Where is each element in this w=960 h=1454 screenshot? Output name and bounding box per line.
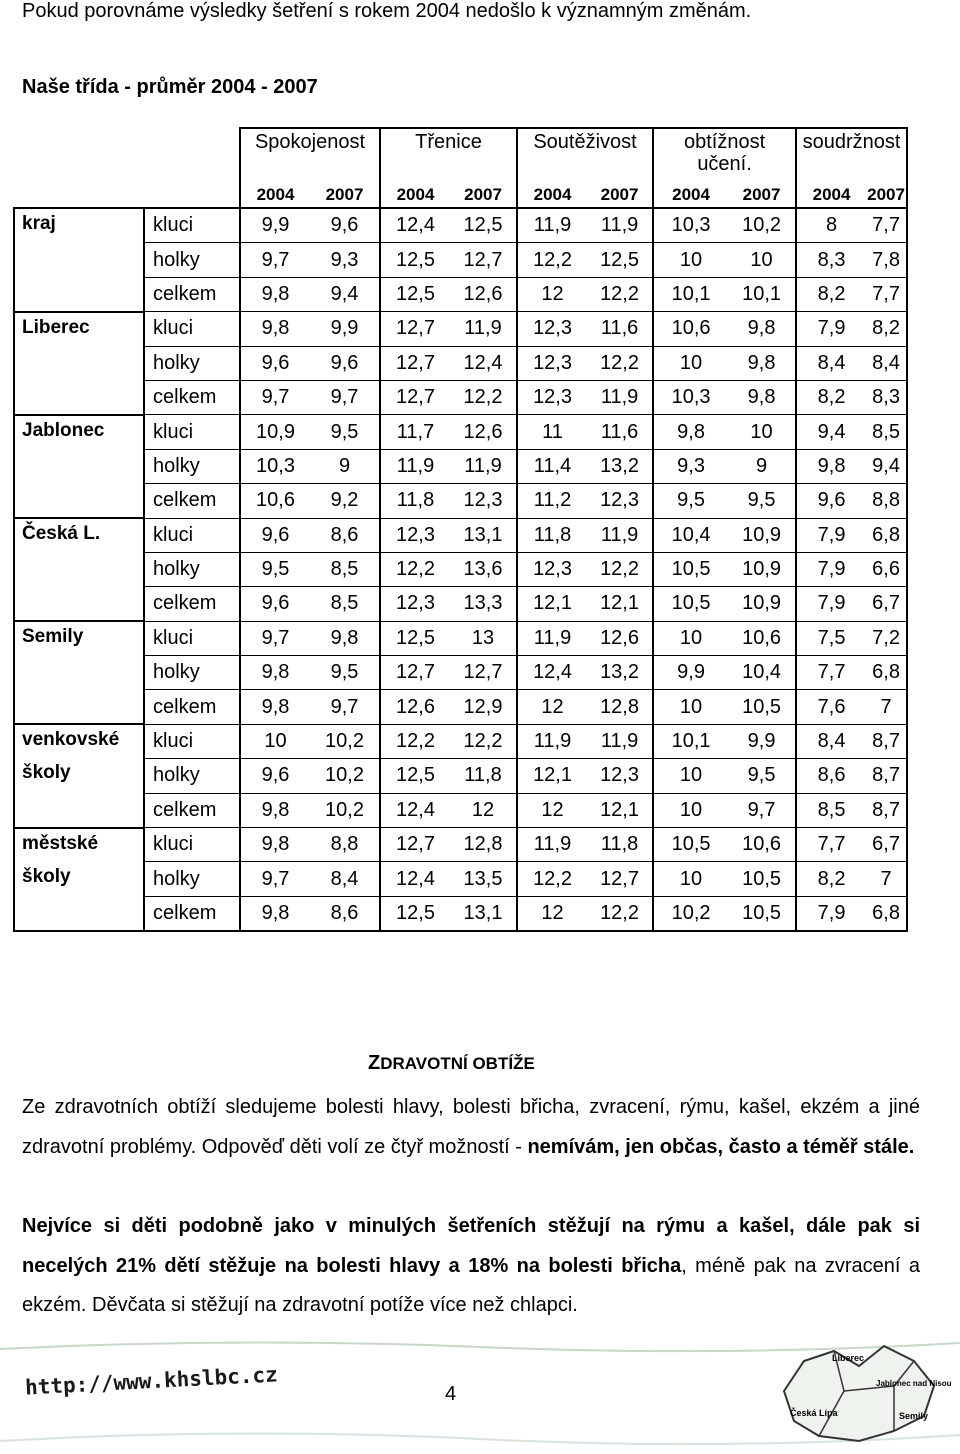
value-cell: 8,2 (796, 862, 866, 896)
value-cell: 10,2 (310, 724, 380, 758)
value-cell: 9,6 (310, 346, 380, 380)
value-cell: 9 (310, 449, 380, 483)
table-row (14, 656, 907, 690)
value-cell: 13,3 (450, 587, 517, 621)
value-cell: 10,1 (653, 724, 728, 758)
value-cell: 12,6 (380, 690, 450, 724)
value-cell: 12,7 (380, 312, 450, 346)
region-map-icon (764, 1331, 954, 1451)
value-cell: 10 (653, 621, 728, 655)
value-cell: 11,9 (517, 208, 587, 243)
section-subtitle: Naše třída - průměr 2004 - 2007 (22, 76, 318, 98)
value-cell: 10 (728, 243, 796, 277)
group-label: kluci (144, 415, 240, 449)
year-header: 2004 (653, 175, 728, 208)
value-cell: 12 (450, 793, 517, 827)
group-label: kluci (144, 724, 240, 758)
value-cell: 13,2 (587, 449, 653, 483)
value-cell: 7,9 (796, 896, 866, 931)
value-cell: 7 (866, 862, 907, 896)
value-cell: 10,2 (310, 793, 380, 827)
value-cell: 9,7 (240, 380, 310, 414)
value-cell: 12,5 (380, 277, 450, 311)
group-label: celkem (144, 380, 240, 414)
value-cell: 11,8 (587, 828, 653, 862)
value-cell: 6,7 (866, 828, 907, 862)
value-cell: 8,4 (796, 724, 866, 758)
value-cell: 12,3 (517, 312, 587, 346)
value-cell: 12,6 (587, 621, 653, 655)
group-label: holky (144, 346, 240, 380)
value-cell: 9,7 (310, 690, 380, 724)
value-cell: 12,2 (587, 896, 653, 931)
group-label: celkem (144, 587, 240, 621)
value-cell: 10,9 (728, 518, 796, 552)
value-cell: 11,8 (517, 518, 587, 552)
value-cell: 9,2 (310, 484, 380, 518)
table-row (14, 552, 907, 586)
value-cell: 10,4 (653, 518, 728, 552)
value-cell: 10,3 (653, 208, 728, 243)
value-cell: 7,9 (796, 552, 866, 586)
value-cell: 12,7 (450, 656, 517, 690)
value-cell: 9,7 (310, 380, 380, 414)
value-cell: 12,6 (450, 415, 517, 449)
value-cell: 12,7 (380, 380, 450, 414)
value-cell: 10,2 (728, 208, 796, 243)
category-header-row (14, 128, 907, 175)
group-label: holky (144, 449, 240, 483)
value-cell: 12,7 (587, 862, 653, 896)
value-cell: 12,7 (380, 346, 450, 380)
value-cell: 12,3 (380, 587, 450, 621)
value-cell: 10,9 (240, 415, 310, 449)
value-cell: 10 (653, 346, 728, 380)
value-cell: 7,8 (866, 243, 907, 277)
value-cell: 13 (450, 621, 517, 655)
value-cell: 10,3 (653, 380, 728, 414)
value-cell: 11,8 (450, 759, 517, 793)
value-cell: 12 (517, 896, 587, 931)
value-cell: 12,7 (450, 243, 517, 277)
value-cell: 9,9 (310, 312, 380, 346)
paragraph-health-results: Nejvíce si děti podobně jako v minulých šetřeních stěžují na rýmu a kašel, dále pak si necelých 21% dětí stěžuje na bolesti hlavy a 18% na bolesti břicha, méně pak na zvracení a ekzém. Děvčata si stěžují na zdravotní potíže více než chlapci. (22, 1215, 920, 1316)
value-cell: 8,4 (796, 346, 866, 380)
value-cell: 10 (653, 862, 728, 896)
value-cell: 9,8 (240, 277, 310, 311)
value-cell: 10,2 (310, 759, 380, 793)
value-cell: 6,6 (866, 552, 907, 586)
value-cell: 9 (728, 449, 796, 483)
group-label: celkem (144, 896, 240, 931)
value-cell: 8,6 (796, 759, 866, 793)
value-cell: 9,8 (240, 896, 310, 931)
value-cell: 12,1 (517, 759, 587, 793)
value-cell: 12,2 (587, 277, 653, 311)
category-header: Spokojenost (240, 128, 380, 175)
value-cell: 9,8 (728, 312, 796, 346)
value-cell: 9,5 (240, 552, 310, 586)
map-label-semily: Semily (899, 1411, 929, 1421)
group-label: kluci (144, 828, 240, 862)
value-cell: 13,2 (587, 656, 653, 690)
value-cell: 12,1 (517, 587, 587, 621)
value-cell: 10 (653, 690, 728, 724)
value-cell: 6,8 (866, 656, 907, 690)
map-label-ceska-lipa: Česká Lípa (790, 1408, 838, 1418)
value-cell: 6,8 (866, 896, 907, 931)
table-row (14, 277, 907, 311)
value-cell: 12,1 (587, 587, 653, 621)
value-cell: 9,5 (728, 484, 796, 518)
website-link[interactable]: http://www.khslbc.cz (24, 1362, 279, 1400)
value-cell: 9,3 (653, 449, 728, 483)
value-cell: 12,6 (450, 277, 517, 311)
region-label: městské školy (14, 828, 144, 932)
group-label: kluci (144, 208, 240, 243)
value-cell: 8,2 (796, 277, 866, 311)
value-cell: 7,7 (866, 277, 907, 311)
value-cell: 12,2 (450, 380, 517, 414)
year-header: 2004 (796, 175, 866, 208)
value-cell: 10,3 (240, 449, 310, 483)
year-header-row (14, 175, 907, 208)
value-cell: 12,2 (587, 552, 653, 586)
value-cell: 8,5 (310, 587, 380, 621)
results-table (13, 127, 908, 932)
value-cell: 12,5 (380, 896, 450, 931)
value-cell: 7,7 (796, 828, 866, 862)
value-cell: 12,2 (380, 552, 450, 586)
table-row (14, 243, 907, 277)
value-cell: 10,6 (240, 484, 310, 518)
value-cell: 10,5 (728, 896, 796, 931)
value-cell: 11,9 (587, 518, 653, 552)
value-cell: 11,9 (380, 449, 450, 483)
value-cell: 9,8 (240, 690, 310, 724)
category-header: Třenice (380, 128, 517, 175)
table-row (14, 415, 907, 449)
category-header: Soutěživost (517, 128, 653, 175)
value-cell: 9,4 (866, 449, 907, 483)
page-footer (0, 1331, 960, 1454)
value-cell: 7,9 (796, 587, 866, 621)
value-cell: 8,2 (796, 380, 866, 414)
value-cell: 7 (866, 690, 907, 724)
value-cell: 12,3 (517, 552, 587, 586)
value-cell: 9,7 (240, 243, 310, 277)
value-cell: 12 (517, 793, 587, 827)
value-cell: 9,6 (240, 346, 310, 380)
region-label: venkovské školy (14, 724, 144, 827)
value-cell: 7,9 (796, 518, 866, 552)
value-cell: 9,8 (310, 621, 380, 655)
value-cell: 9,8 (240, 656, 310, 690)
value-cell: 12,4 (450, 346, 517, 380)
table-row (14, 896, 907, 931)
value-cell: 10,5 (728, 862, 796, 896)
value-cell: 9,6 (240, 518, 310, 552)
year-header: 2004 (380, 175, 450, 208)
value-cell: 13,1 (450, 518, 517, 552)
value-cell: 8,4 (866, 346, 907, 380)
value-cell: 11,9 (450, 312, 517, 346)
value-cell: 12,7 (380, 656, 450, 690)
value-cell: 12,8 (587, 690, 653, 724)
value-cell: 11,9 (587, 724, 653, 758)
value-cell: 11 (517, 415, 587, 449)
value-cell: 9,3 (310, 243, 380, 277)
group-label: holky (144, 862, 240, 896)
value-cell: 11,9 (517, 621, 587, 655)
value-cell: 10,5 (653, 587, 728, 621)
value-cell: 8,6 (310, 518, 380, 552)
value-cell: 9,5 (310, 415, 380, 449)
table-row (14, 793, 907, 827)
value-cell: 8,6 (310, 896, 380, 931)
value-cell: 10,6 (728, 621, 796, 655)
value-cell: 9,4 (310, 277, 380, 311)
region-label: Česká L. (14, 518, 144, 621)
value-cell: 12,3 (587, 484, 653, 518)
value-cell: 9,8 (728, 380, 796, 414)
value-cell: 9,8 (240, 312, 310, 346)
value-cell: 6,8 (866, 518, 907, 552)
value-cell: 9,5 (728, 759, 796, 793)
year-header: 2007 (450, 175, 517, 208)
table-row (14, 346, 907, 380)
map-label-liberec: Liberec (832, 1353, 865, 1363)
value-cell: 10,1 (728, 277, 796, 311)
value-cell: 12,5 (380, 759, 450, 793)
value-cell: 12,3 (587, 759, 653, 793)
table-row (14, 621, 907, 655)
value-cell: 12,3 (450, 484, 517, 518)
value-cell: 7,7 (796, 656, 866, 690)
value-cell: 9,6 (240, 759, 310, 793)
group-label: kluci (144, 621, 240, 655)
value-cell: 7,6 (796, 690, 866, 724)
table-row (14, 449, 907, 483)
value-cell: 11,9 (587, 208, 653, 243)
value-cell: 10,9 (728, 552, 796, 586)
value-cell: 12,3 (517, 346, 587, 380)
value-cell: 9,8 (653, 415, 728, 449)
group-label: celkem (144, 277, 240, 311)
value-cell: 12 (517, 690, 587, 724)
value-cell: 12,4 (380, 208, 450, 243)
group-label: celkem (144, 793, 240, 827)
value-cell: 8,2 (866, 312, 907, 346)
category-header: obtížnost učení. (653, 128, 796, 175)
value-cell: 8,4 (310, 862, 380, 896)
value-cell: 7,9 (796, 312, 866, 346)
value-cell: 8,3 (866, 380, 907, 414)
value-cell: 12,7 (380, 828, 450, 862)
value-cell: 9,5 (653, 484, 728, 518)
value-cell: 8,5 (310, 552, 380, 586)
table-row (14, 862, 907, 896)
intro-text: Pokud porovnáme výsledky šetření s rokem 2004 nedošlo k významným změnám. (22, 0, 752, 22)
value-cell: 6,7 (866, 587, 907, 621)
value-cell: 12,8 (450, 828, 517, 862)
value-cell: 12,9 (450, 690, 517, 724)
value-cell: 9,7 (240, 621, 310, 655)
table-row (14, 587, 907, 621)
year-header: 2007 (310, 175, 380, 208)
group-label: celkem (144, 484, 240, 518)
value-cell: 11,2 (517, 484, 587, 518)
value-cell: 8,5 (866, 415, 907, 449)
value-cell: 9,6 (310, 208, 380, 243)
value-cell: 8,8 (310, 828, 380, 862)
year-header: 2004 (240, 175, 310, 208)
value-cell: 7,5 (796, 621, 866, 655)
group-label: holky (144, 243, 240, 277)
region-label: kraj (14, 208, 144, 312)
value-cell: 12,2 (587, 346, 653, 380)
value-cell: 12,2 (517, 862, 587, 896)
value-cell: 12,5 (587, 243, 653, 277)
group-label: holky (144, 759, 240, 793)
table-row (14, 380, 907, 414)
value-cell: 9,8 (728, 346, 796, 380)
value-cell: 7,2 (866, 621, 907, 655)
value-cell: 9,7 (240, 862, 310, 896)
value-cell: 9,8 (796, 449, 866, 483)
value-cell: 9,6 (240, 587, 310, 621)
value-cell: 8,5 (796, 793, 866, 827)
table-row (14, 312, 907, 346)
value-cell: 12,5 (450, 208, 517, 243)
value-cell: 9,7 (728, 793, 796, 827)
value-cell: 8,7 (866, 724, 907, 758)
value-cell: 10,4 (728, 656, 796, 690)
value-cell: 12 (517, 277, 587, 311)
value-cell: 10,2 (653, 896, 728, 931)
year-header: 2007 (866, 175, 907, 208)
value-cell: 8,8 (866, 484, 907, 518)
table-row (14, 828, 907, 862)
value-cell: 10 (653, 759, 728, 793)
value-cell: 9,8 (240, 793, 310, 827)
value-cell: 10 (653, 793, 728, 827)
value-cell: 13,6 (450, 552, 517, 586)
value-cell: 10,6 (728, 828, 796, 862)
table-row (14, 724, 907, 758)
value-cell: 8,7 (866, 759, 907, 793)
year-header: 2004 (517, 175, 587, 208)
year-header: 2007 (587, 175, 653, 208)
value-cell: 10,1 (653, 277, 728, 311)
table-row (14, 690, 907, 724)
table-row (14, 208, 907, 243)
table-row (14, 518, 907, 552)
value-cell: 12,2 (450, 724, 517, 758)
value-cell: 11,9 (450, 449, 517, 483)
map-label-jablonec: Jablonec nad Nisou (876, 1379, 952, 1388)
value-cell: 11,6 (587, 312, 653, 346)
value-cell: 9,8 (240, 828, 310, 862)
value-cell: 12,3 (517, 380, 587, 414)
value-cell: 7,7 (866, 208, 907, 243)
page-number: 4 (445, 1383, 457, 1405)
value-cell: 10,6 (653, 312, 728, 346)
section-heading: ZDRAVOTNÍ OBTÍŽE (368, 1052, 535, 1074)
value-cell: 12,5 (380, 243, 450, 277)
value-cell: 12,4 (380, 862, 450, 896)
value-cell: 11,9 (587, 380, 653, 414)
group-label: kluci (144, 518, 240, 552)
table-row (14, 759, 907, 793)
value-cell: 10,5 (653, 552, 728, 586)
value-cell: 10 (653, 243, 728, 277)
value-cell: 9,6 (796, 484, 866, 518)
value-cell: 11,4 (517, 449, 587, 483)
value-cell: 9,5 (310, 656, 380, 690)
value-cell: 11,7 (380, 415, 450, 449)
value-cell: 9,9 (240, 208, 310, 243)
value-cell: 9,9 (728, 724, 796, 758)
region-label: Semily (14, 621, 144, 724)
value-cell: 12,5 (380, 621, 450, 655)
paragraph-health-intro: Ze zdravotních obtíží sledujeme bolesti hlavy, bolesti břicha, zvracení, rýmu, kašel, ekzém a jiné zdravotní problémy. Odpověď děti volí ze čtyř možností - nemívám, jen občas, často a téměř stále. (22, 1096, 920, 1158)
group-label: kluci (144, 312, 240, 346)
value-cell: 8,3 (796, 243, 866, 277)
value-cell: 11,8 (380, 484, 450, 518)
value-cell: 8,7 (866, 793, 907, 827)
group-label: celkem (144, 690, 240, 724)
value-cell: 8 (796, 208, 866, 243)
value-cell: 12,4 (380, 793, 450, 827)
value-cell: 12,2 (517, 243, 587, 277)
value-cell: 10,5 (728, 690, 796, 724)
value-cell: 12,1 (587, 793, 653, 827)
value-cell: 10,9 (728, 587, 796, 621)
value-cell: 13,5 (450, 862, 517, 896)
value-cell: 11,9 (517, 724, 587, 758)
value-cell: 9,4 (796, 415, 866, 449)
category-header: soudržnost (796, 128, 907, 175)
value-cell: 12,4 (517, 656, 587, 690)
value-cell: 9,9 (653, 656, 728, 690)
value-cell: 10,5 (653, 828, 728, 862)
value-cell: 13,1 (450, 896, 517, 931)
region-label: Jablonec (14, 415, 144, 518)
year-header: 2007 (728, 175, 796, 208)
value-cell: 10 (240, 724, 310, 758)
group-label: holky (144, 656, 240, 690)
group-label: holky (144, 552, 240, 586)
value-cell: 10 (728, 415, 796, 449)
value-cell: 12,3 (380, 518, 450, 552)
table-row (14, 484, 907, 518)
value-cell: 12,2 (380, 724, 450, 758)
value-cell: 11,6 (587, 415, 653, 449)
region-label: Liberec (14, 312, 144, 415)
value-cell: 11,9 (517, 828, 587, 862)
